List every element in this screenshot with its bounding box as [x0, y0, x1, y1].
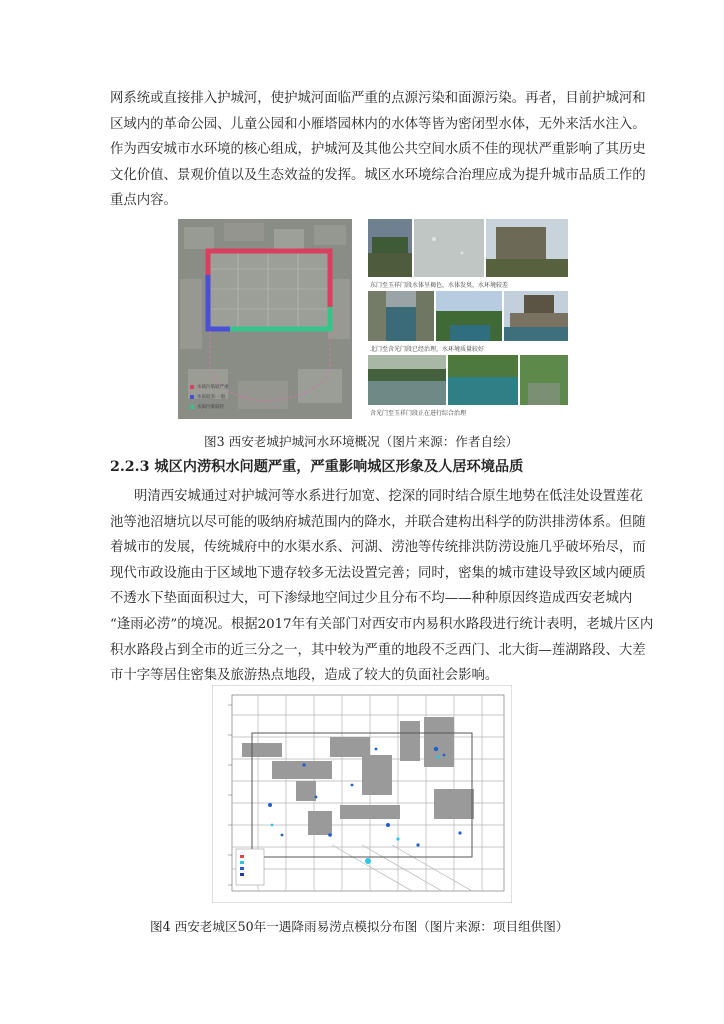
text-line: 市十字等居住密集及旅游热点地段，造成了较大的负面社会影响。 [110, 668, 499, 684]
text-line: 区域内的革命公园、儿童公园和小雁塔园林内的水体等皆为密闭型水体，无外来活水注入。 [110, 116, 646, 132]
photo-caption: 含光门至玉祥门段正在进行综合治理 [370, 410, 467, 417]
legend-item-blue: 水质较差·一般 [197, 395, 226, 400]
text-line: 积水路段占到全市的近三分之一，其中较为严重的地段不乏西门、北大街—莲湖路段、大差 [110, 642, 646, 658]
text-line: “逢雨必涝”的境况。根据2017年有关部门对西安市内易积水路段进行统计表明，老城片区内 [110, 616, 654, 632]
city-wall-photo [486, 219, 568, 277]
canal-photo [368, 291, 434, 341]
text-line: 着城市的发展，传统城府中的水渠水系、河湖、涝池等传统排洪防涝设施几乎破坏殆尽，而 [110, 540, 646, 556]
figure3-map [178, 219, 352, 419]
text-line: 文化价值、景观价值以及生态效益的发挥。城区水环境综合治理应成为提升城市品质工作的 [110, 167, 646, 183]
text-line: 明清西安城通过对护城河等水系进行加宽、挖深的同时结合原生地势在低洼处设置莲花 [134, 489, 643, 504]
figure4-flood-map [212, 685, 512, 903]
legend-item-green: 水质污染较轻 [197, 405, 224, 410]
section-heading: 2.2.3 城区内涝积水问题严重，严重影响城区形象及人居环境品质 [110, 459, 524, 475]
figure3-caption: 图3 西安老城护城河水环境概况（图片来源：作者自绘） [204, 434, 519, 449]
figure4-caption: 图4 西安老城区50年一遇降雨易涝点模拟分布图（图片来源：项目组供图） [150, 919, 569, 934]
flood-simulation-map [212, 685, 512, 903]
green-water-photo [448, 355, 518, 405]
park-photo [436, 291, 502, 341]
river-photo [368, 355, 446, 405]
photo-caption: 东门至玉祥门段水体呈褐色，水体发臭，水环境较差 [370, 282, 509, 289]
wall-tower-photo [504, 291, 568, 341]
figure3-photos [368, 219, 568, 419]
moat-photo [368, 219, 412, 277]
photo-caption: 北门至含光门段已经治理，水环境质量较好 [370, 346, 485, 353]
paragraph-2 [110, 484, 654, 689]
paragraph-1 [110, 86, 646, 214]
legend-item-red: 水质污染较严重 [197, 385, 229, 390]
text-line: 作为西安城市水环境的核心组成，护城河及其他公共空间水质不佳的现状严重影响了其历史 [110, 142, 646, 158]
text-line: 不透水下垫面面积过大，可下渗绿地空间过少且分布不均——种种原因终造成西安老城内 [110, 591, 633, 607]
text-line: 重点内容。 [110, 193, 177, 209]
water-closeup-photo [414, 219, 484, 277]
tree-lined-path-photo [520, 355, 568, 405]
text-line: 池等池沼塘坑以尽可能的吸纳府城范围内的降水，并联合建构出科学的防洪排涝体系。但随 [110, 514, 646, 530]
text-line: 网系统或直接排入护城河，使护城河面临严重的点源污染和面源污染。再者，目前护城河和 [110, 91, 646, 106]
text-line: 现代市政设施由于区域地下遗存较多无法设置完善；同时，密集的城市建设导致区域内硬质 [110, 565, 646, 581]
